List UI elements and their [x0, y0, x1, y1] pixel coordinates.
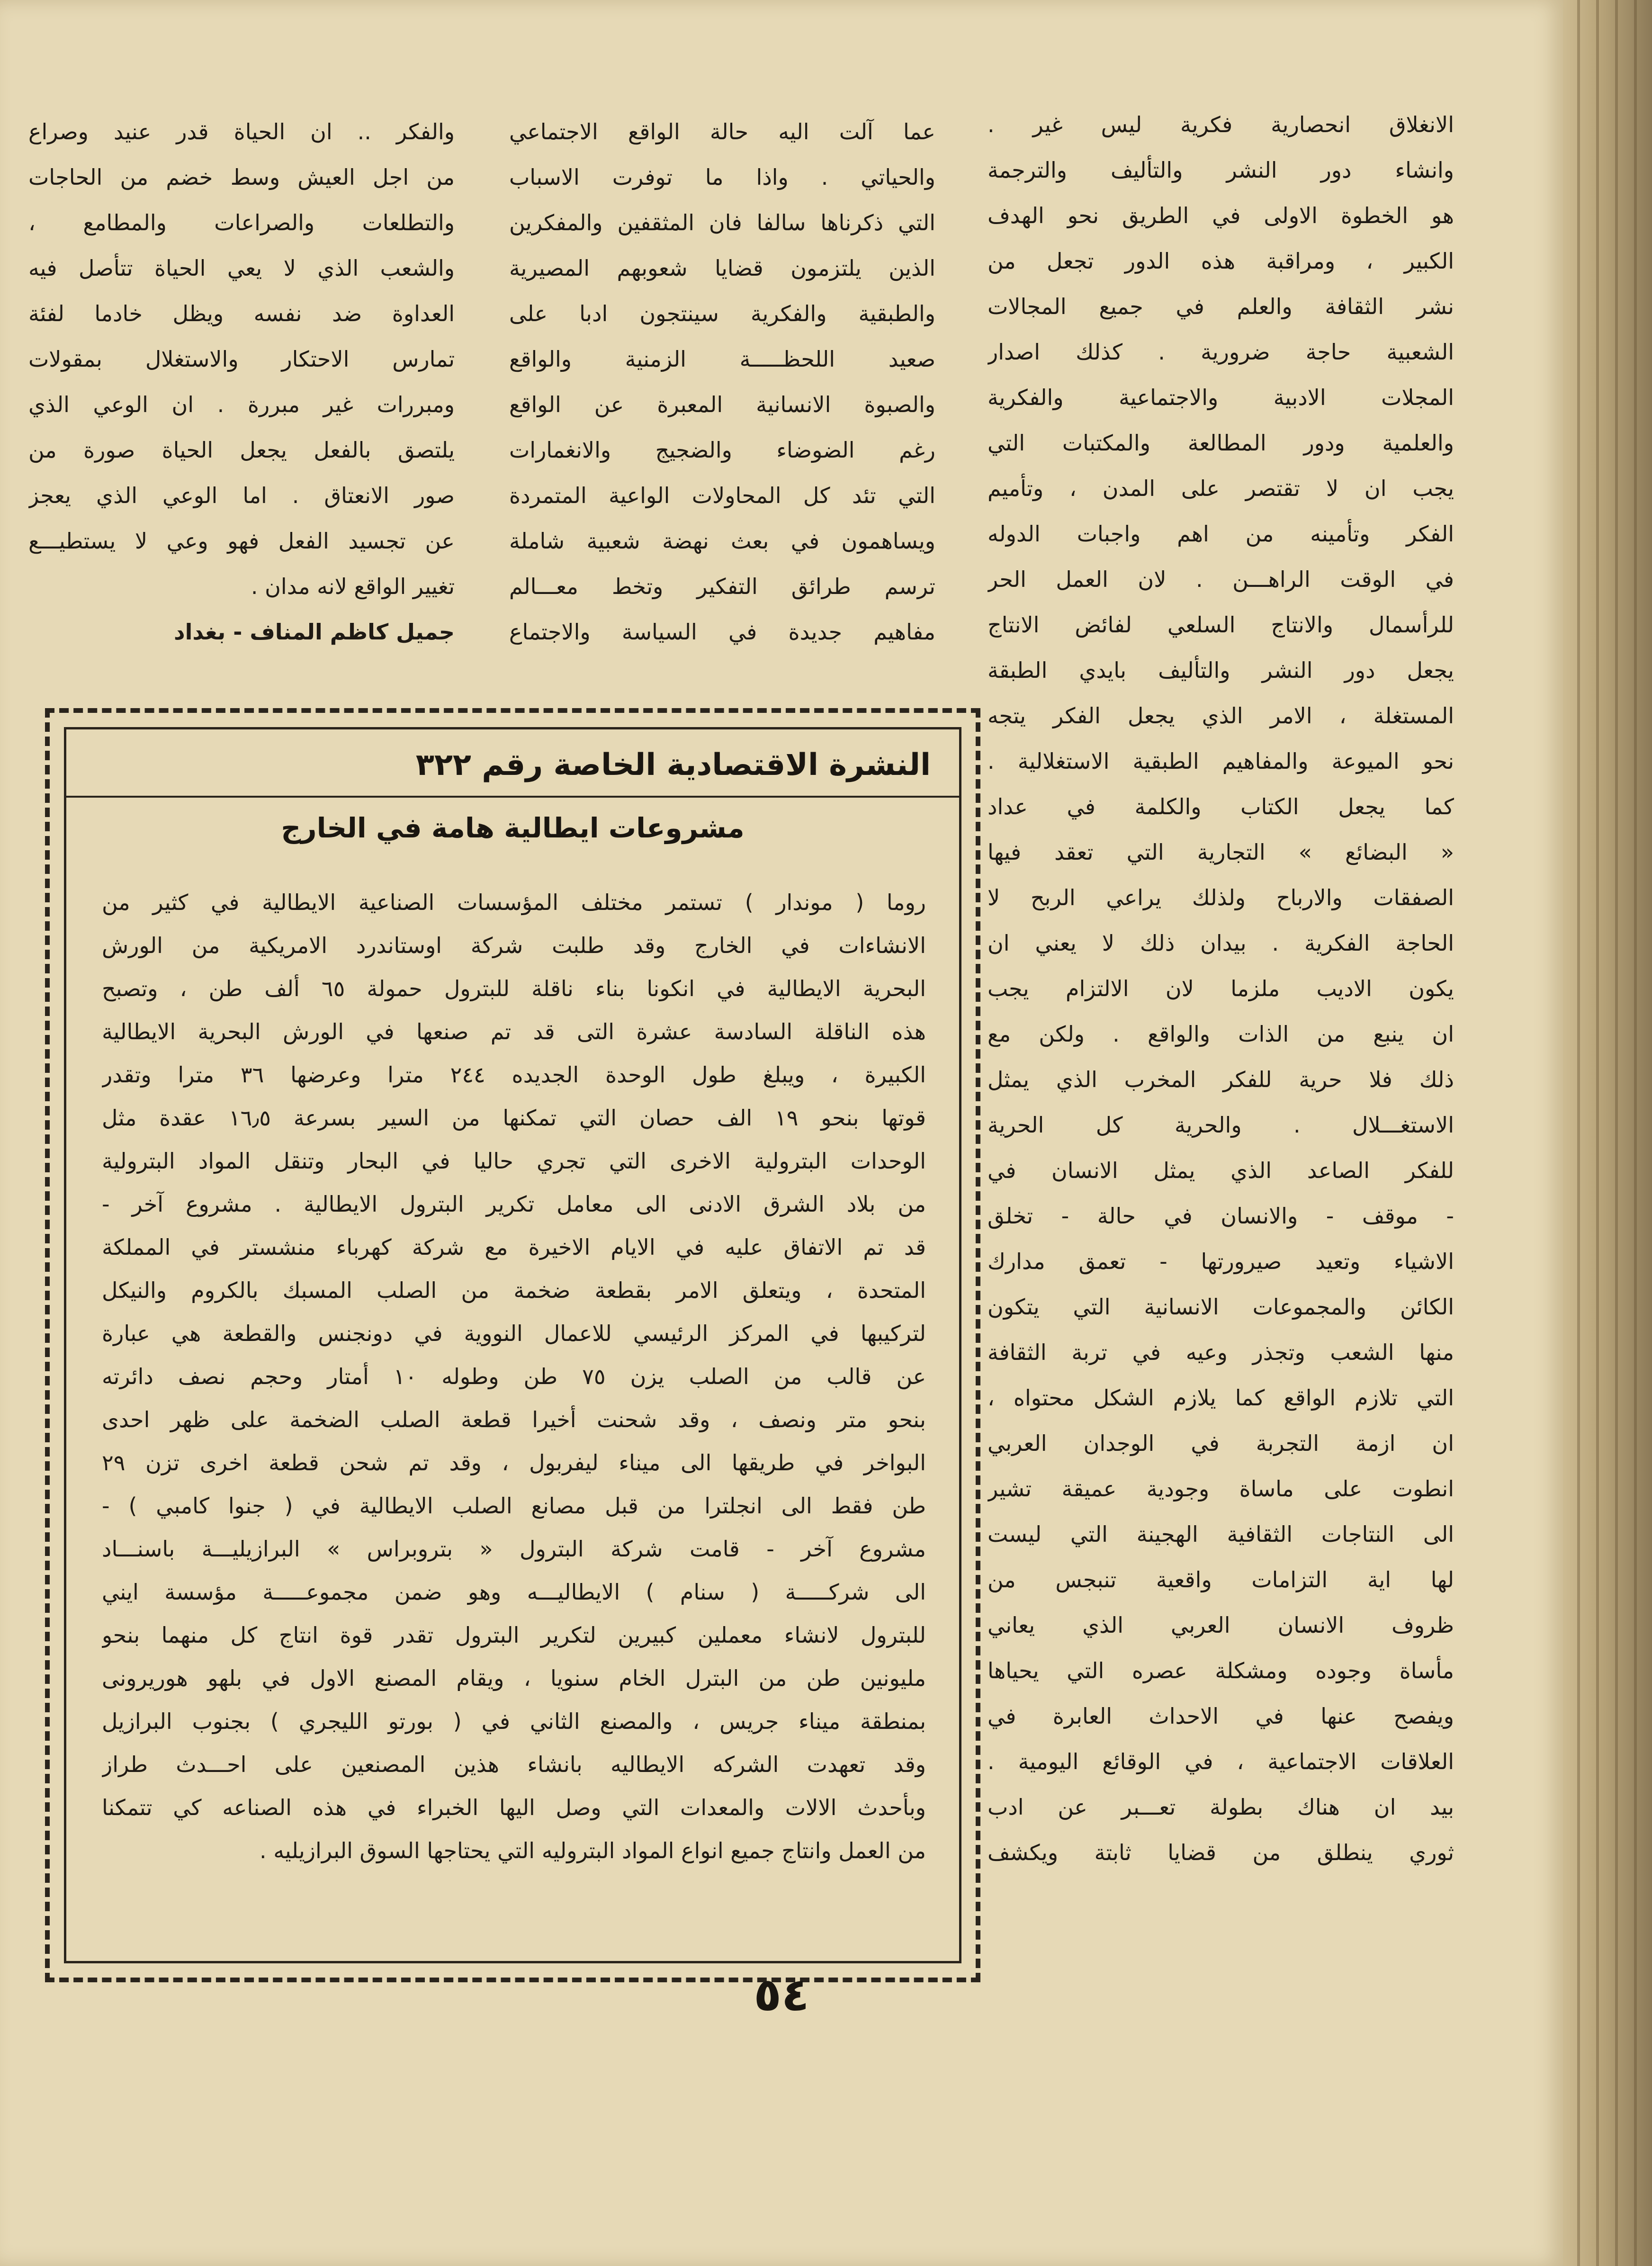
article-line: والصبوة الانسانية المعبرة عن الواقع: [509, 392, 935, 417]
bulletin-line: الانشاءات في الخارج وقد طلبت شركة اوستاندرد الامريكية من الورش: [102, 933, 926, 958]
article-line: التي تلازم الواقع كما يلازم الشكل محتواه ،: [988, 1385, 1454, 1411]
bulletin-line: مشروع آخر - قامت شركة البترول « بتروبراس » البرازيليـــة باسنـــاد: [102, 1536, 926, 1562]
article-line: للفكر الصاعد الذي يمثل الانسان في: [988, 1158, 1454, 1183]
article-line: ويساهمون في بعث نهضة شعبية شاملة: [509, 528, 935, 554]
article-column-left: [28, 109, 455, 655]
article-line: نحو الميوعة والمفاهيم الطبقية الاستغلالية .: [988, 748, 1454, 774]
article-line: والحياتي . واذا ما توفرت الاسباب: [509, 164, 935, 190]
article-line: الكائن والمجموعات الانسانية التي يتكون: [988, 1294, 1454, 1320]
bulletin-line: عن قالب من الصلب يزن ٧٥ طن وطوله ١٠ أمتار وحجم نصف دائرته: [102, 1364, 926, 1389]
article-line: التي ذكرناها سالفا فان المثقفين والمفكرين: [509, 210, 935, 235]
article-line: الصفقات والارباح ولذلك يراعي الربح لا: [988, 885, 1454, 910]
article-line: لها اية التزامات واقعية تنبجس من: [988, 1567, 1454, 1592]
bulletin-inner-frame: [64, 727, 961, 1963]
article-line: والعلمية ودور المطالعة والمكتبات التي: [988, 430, 1454, 456]
article-line: التي تئد كل المحاولات الواعية المتمردة: [509, 483, 935, 508]
article-line: مفاهيم جديدة في السياسة والاجتماع: [509, 619, 935, 645]
article-signature: جميل كاظم المناف - بغداد: [174, 619, 455, 645]
article-line: والطبقية والفكرية سينتجون ادبا على: [509, 301, 935, 326]
bulletin-line: للبترول لانشاء معملين كبيرين لتكرير البترول تقدر قوة انتاج كل منهما بنحو: [102, 1622, 926, 1648]
bulletin-line: وبأحدث الالات والمعدات التي وصل اليها الخبراء في هذه الصناعه كي تتمكنا: [102, 1795, 926, 1820]
bulletin-line: المتحدة ، ويتعلق الامر بقطعة ضخمة من الصلب المسبك بالكروم والنيكل: [102, 1277, 926, 1303]
article-line: ان ينبع من الذات والواقع . ولكن مع: [988, 1021, 1454, 1047]
article-column-right: [988, 102, 1454, 1875]
bulletin-line: بمنطقة ميناء جريس ، والمصنع الثاني في ( بورتو الليجري ) بجنوب البرازيل: [102, 1708, 926, 1734]
article-line: تمارس الاحتكار والاستغلال بمقولات: [28, 346, 455, 372]
bulletin-line: من العمل وانتاج جميع انواع المواد البتروليه التي يحتاجها السوق البرازيليه .: [260, 1838, 926, 1863]
article-line: العداوة ضد نفسه ويظل خادما لفئة: [28, 301, 455, 326]
page-edge-line: [1577, 0, 1580, 2266]
article-line: ثوري ينطلق من قضايا ثابتة ويكشف: [988, 1840, 1454, 1865]
article-line: منها الشعب وتجذر وعيه في تربة الثقافة: [988, 1340, 1454, 1365]
article-line: ظروف الانسان العربي الذي يعاني: [988, 1612, 1454, 1638]
bulletin-line: لتركيبها في المركز الرئيسي للاعمال النووية في دونجنس والقطعة هي عبارة: [102, 1321, 926, 1346]
article-line: عما آلت اليه حالة الواقع الاجتماعي: [509, 119, 935, 144]
article-line: وانشاء دور النشر والتأليف والترجمة: [988, 157, 1454, 183]
bulletin-line: قد تم الاتفاق عليه في الايام الاخيرة مع شركة كهرباء منشستر في المملكة: [102, 1234, 926, 1260]
article-line: رغم الضوضاء والضجيج والانغمارات: [509, 437, 935, 463]
article-line: المجلات الادبية والاجتماعية والفكرية: [988, 385, 1454, 410]
page-edge-line: [1615, 0, 1618, 2266]
article-line: والشعب الذي لا يعي الحياة تتأصل فيه: [28, 255, 455, 281]
article-line: - موقف - والانسان في حالة - تخلق: [988, 1203, 1454, 1229]
article-line: ذلك فلا حرية للفكر المخرب الذي يمثل: [988, 1067, 1454, 1092]
bulletin-line: قوتها بنحو ١٩ الف حصان التي تمكنها من السير بسرعة ١٦٫٥ عقدة مثل: [102, 1105, 926, 1131]
article-line: عن تجسيد الفعل فهو وعي لا يستطيـــع: [28, 528, 455, 554]
article-line: الشعبية حاجة ضرورية . كذلك اصدار: [988, 339, 1454, 365]
article-line: ويفصح عنها في الاحداث العابرة في: [988, 1703, 1454, 1729]
article-line: « البضائع » التجارية التي تعقد فيها: [988, 839, 1454, 865]
article-line: يكون الاديب ملزما لان الالتزام يجب: [988, 976, 1454, 1001]
bulletin-line: الوحدات البترولية الاخرى التي تجري حاليا في البحار وتنقل المواد البترولية: [102, 1148, 926, 1174]
article-line: الكبير ، ومراقبة هذه الدور تجعل من: [988, 248, 1454, 274]
article-line: المستغلة ، الامر الذي يجعل الفكر يتجه: [988, 703, 1454, 728]
article-line: يلتصق بالفعل يجعل الحياة صورة من: [28, 437, 455, 463]
bulletin-line: طن فقط الى انجلترا من قبل مصانع الصلب الايطالية في ( جنوا كامبي ) -: [102, 1493, 926, 1519]
article-line: صور الانعتاق . اما الوعي الذي يعجز: [28, 483, 455, 508]
article-line: تغيير الواقع لانه مدان .: [251, 574, 455, 599]
article-line: كما يجعل الكتاب والكلمة في عداد: [988, 794, 1454, 819]
article-line: صعيد اللحظـــــة الزمنية والواقع: [509, 346, 935, 372]
bulletin-line: مليونين طن من البترل الخام سنويا ، ويقام المصنع الاول في بلهو هوريرونى: [102, 1665, 926, 1691]
article-line: ترسم طرائق التفكير وتخط معـــالم: [509, 574, 935, 599]
bulletin-body: [102, 881, 926, 1872]
page-edge-line: [1634, 0, 1637, 2266]
page-edge-line: [1596, 0, 1599, 2266]
article-line: الاشياء وتعيد صيرورتها - تعمق مدارك: [988, 1249, 1454, 1274]
bulletin-line: الكبيرة ، ويبلغ طول الوحدة الجديده ٢٤٤ مترا وعرضها ٣٦ مترا وتقدر: [102, 1062, 926, 1088]
article-line: الفكر وتأمينه من اهم واجبات الدوله: [988, 521, 1454, 547]
bulletin-line: البواخر في طريقها الى ميناء ليفربول ، وقد تم شحن قطعة اخرى تزن ٢٩: [102, 1450, 926, 1475]
article-line: للرأسمال والانتاج السلعي لفائض الانتاج: [988, 612, 1454, 638]
bulletin-line: هذه الناقلة السادسة عشرة التى قد تم صنعها في الورش البحرية الايطالية: [102, 1019, 926, 1044]
article-line: يجعل دور النشر والتأليف بايدي الطبقة: [988, 657, 1454, 683]
article-line: والتطلعات والصراعات والمطامع ،: [28, 210, 455, 235]
article-line: الحاجة الفكرية . بيدان ذلك لا يعني ان: [988, 930, 1454, 956]
bulletin-line: من بلاد الشرق الادنى الى معامل تكرير البترول الايطالية . مشروع آخر -: [102, 1191, 926, 1217]
bulletin-line: روما ( موندار ) تستمر مختلف المؤسسات الصناعية الايطالية في كثير من: [102, 890, 926, 915]
article-line: والفكر .. ان الحياة قدر عنيد وصراع: [28, 119, 455, 144]
bulletin-line: وقد تعهدت الشركه الايطاليه بانشاء هذين المصنعين على احـــدث طراز: [102, 1752, 926, 1777]
economic-bulletin-box: [45, 708, 980, 1982]
article-line: بيد ان هناك بطولة تعـــبر عن ادب: [988, 1794, 1454, 1820]
article-line: نشر الثقافة والعلم في جميع المجالات: [988, 294, 1454, 319]
article-line: الانغلاق انحصارية فكرية ليس غير .: [988, 112, 1454, 137]
article-line: من اجل العيش وسط خضم من الحاجات: [28, 164, 455, 190]
article-line: الى النتاجات الثقافية الهجينة التي ليست: [988, 1521, 1454, 1547]
article-line: انطوت على ماساة وجودية عميقة تشير: [988, 1476, 1454, 1502]
article-line: مأساة وجوده ومشكلة عصره التي يحياها: [988, 1658, 1454, 1683]
article-line: ومبررات غير مبررة . ان الوعي الذي: [28, 392, 455, 417]
bulletin-line: البحرية الايطالية في انكونا بناء ناقلة للبترول حمولة ٦٥ ألف طن ، وتصبح: [102, 976, 926, 1001]
article-line: هو الخطوة الاولى في الطريق نحو الهدف: [988, 203, 1454, 228]
page-number: ٥٤: [754, 1968, 809, 2021]
article-line: العلاقات الاجتماعية ، في الوقائع اليومية .: [988, 1749, 1454, 1774]
article-line: يجب ان لا تقتصر على المدن ، وتأميم: [988, 476, 1454, 501]
article-line: الاستغـــلال . والحرية كل الحرية: [988, 1112, 1454, 1138]
bulletin-line: الى شركـــــة ( سنام ) الايطاليـــه وهو ضمن مجموعـــــة مؤسسة ايني: [102, 1579, 926, 1605]
article-column-middle: [509, 109, 935, 655]
bulletin-line: بنحو متر ونصف ، وقد شحنت أخيرا قطعة الصلب الضخمة على ظهر احدى: [102, 1407, 926, 1432]
bulletin-title: النشرة الاقتصادية الخاصة رقم ٣٢٢: [415, 747, 931, 782]
bulletin-title-rule: [66, 796, 959, 798]
article-line: في الوقت الراهـــن . لان العمل الحر: [988, 566, 1454, 592]
article-line: الذين يلتزمون قضايا شعوبهم المصيرية: [509, 255, 935, 281]
page-stack-edge: [1563, 0, 1652, 2266]
bulletin-subtitle: مشروعات ايطالية هامة في الخارج: [281, 812, 745, 844]
article-line: ان ازمة التجربة في الوجدان العربي: [988, 1430, 1454, 1456]
